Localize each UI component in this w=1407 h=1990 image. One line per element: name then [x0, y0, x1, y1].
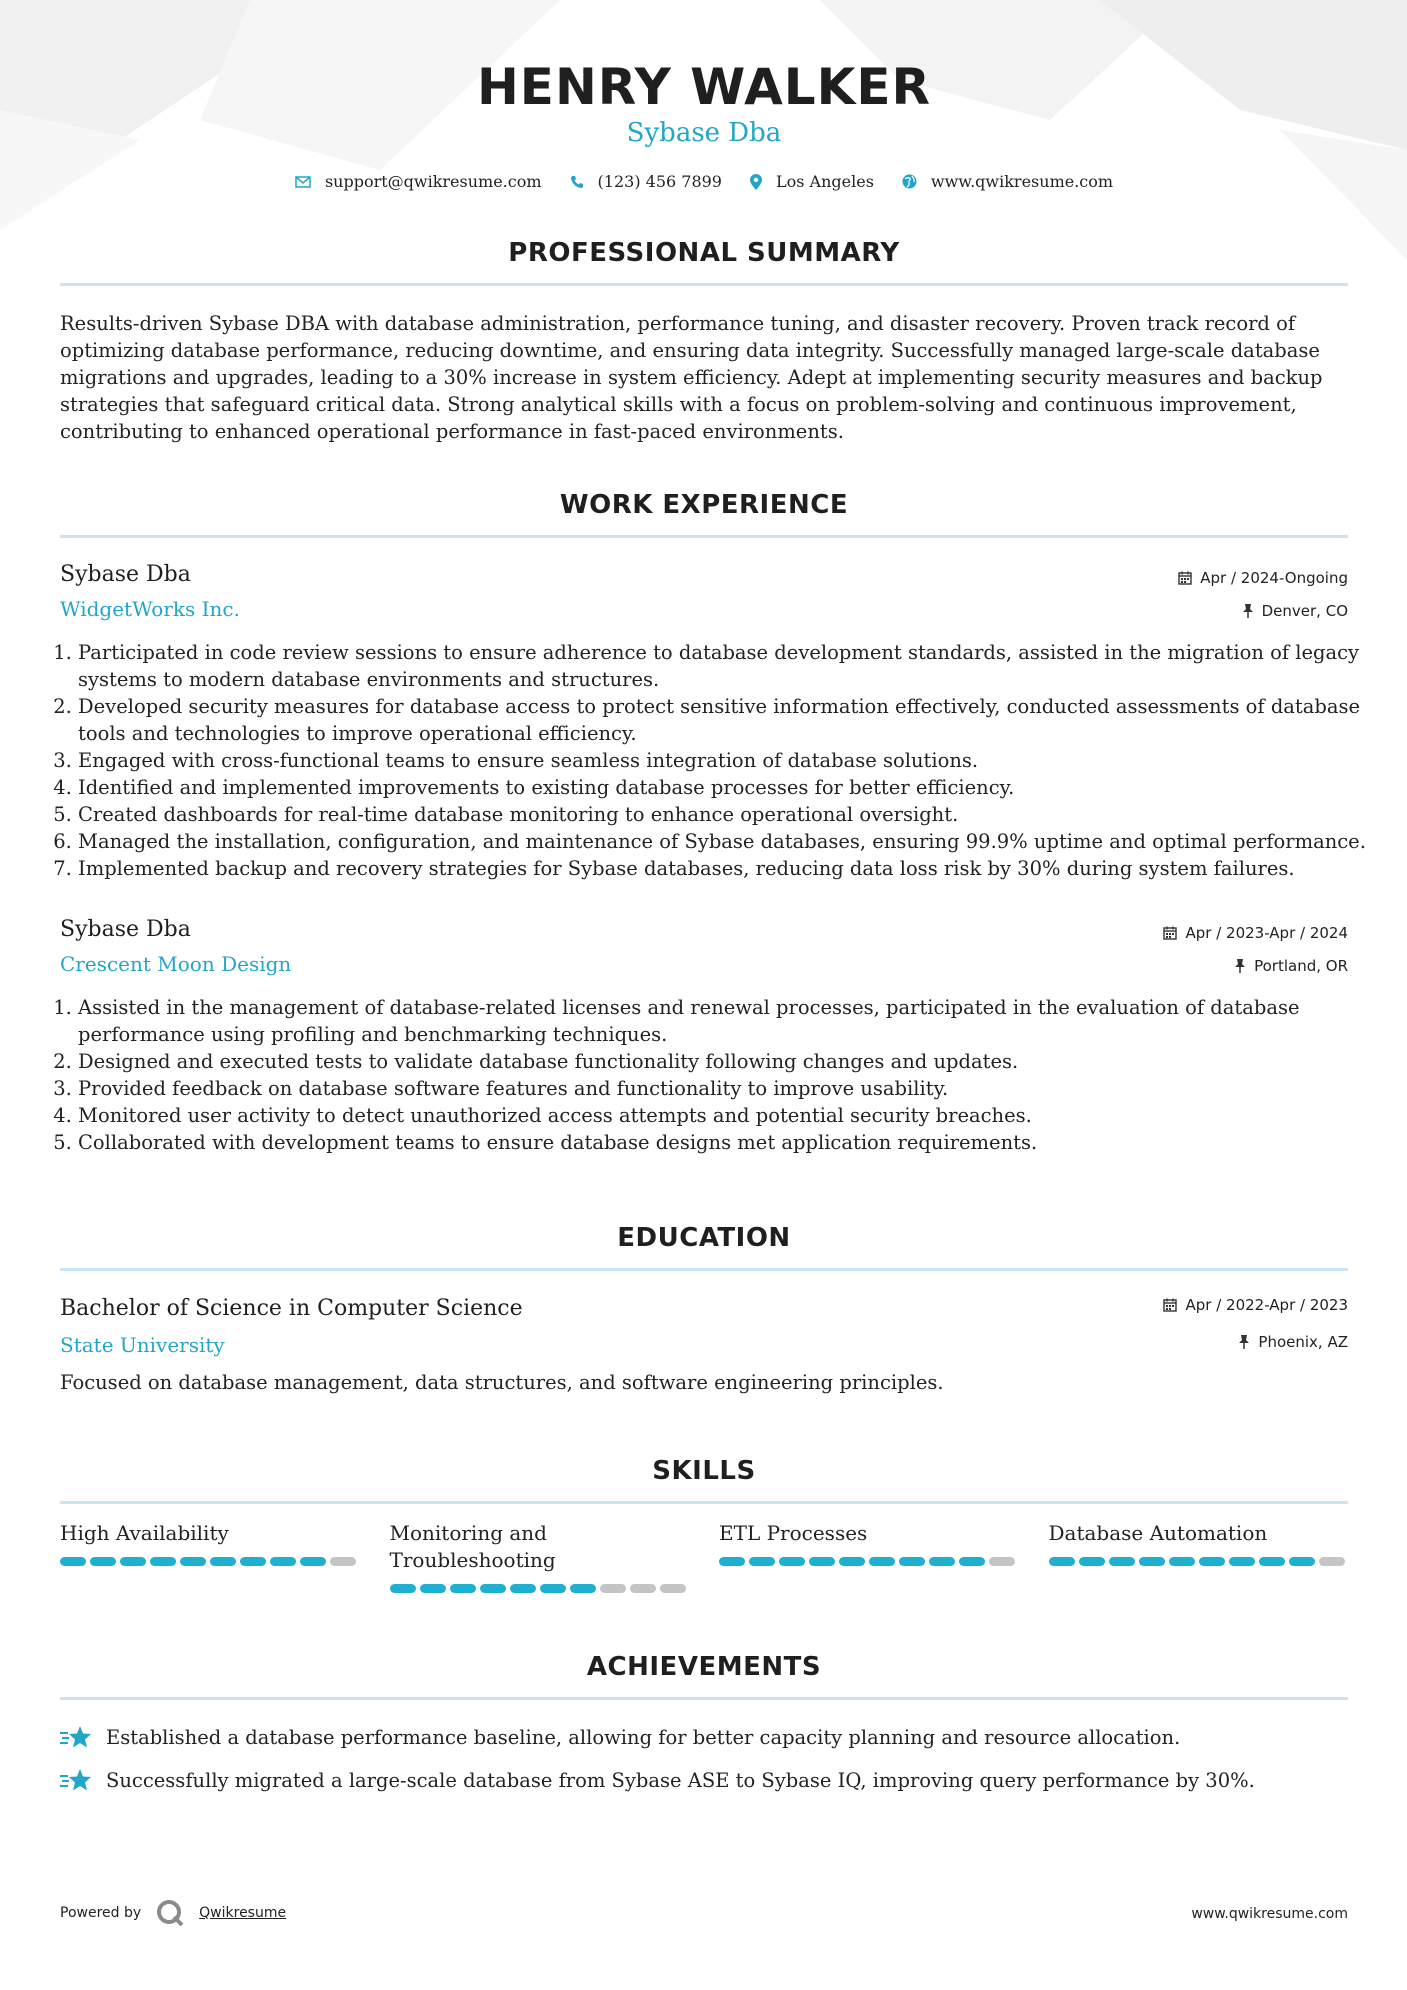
skill-dot-filled — [150, 1557, 176, 1566]
job-dates-text: Apr / 2023-Apr / 2024 — [1185, 924, 1348, 942]
skill-name: Monitoring and Troubleshooting — [389, 1521, 556, 1572]
job-company: WidgetWorks Inc. — [60, 597, 240, 621]
skill-dot-filled — [540, 1584, 566, 1593]
skill-level-bar — [1049, 1557, 1349, 1566]
list-item: 2. Designed and executed tests to validate database functionality following changes and updates. — [78, 1048, 1366, 1075]
skill-dot-filled — [420, 1584, 446, 1593]
job-dates-text: Apr / 2024-Ongoing — [1200, 569, 1348, 587]
skill-dot-filled — [869, 1557, 895, 1566]
skill-dot-filled — [90, 1557, 116, 1566]
skill-dot-filled — [1229, 1557, 1255, 1566]
skill-level-bar — [60, 1557, 360, 1566]
skill-dot-filled — [480, 1584, 506, 1593]
skill-dot-filled — [510, 1584, 536, 1593]
powered-by-label: Powered by — [60, 1905, 142, 1921]
skill-dot-filled — [570, 1584, 596, 1593]
skill-dot-filled — [779, 1557, 805, 1566]
website-text: www.qwikresume.com — [930, 172, 1114, 191]
education-school: State University — [60, 1333, 225, 1357]
experience-heading: WORK EXPERIENCE — [559, 490, 849, 520]
skill-dot-empty — [330, 1557, 356, 1566]
skill-dot-filled — [839, 1557, 865, 1566]
footer-website[interactable]: www.qwikresume.com — [1191, 1906, 1348, 1922]
skill-dot-filled — [1199, 1557, 1225, 1566]
candidate-role: Sybase Dba — [626, 118, 782, 148]
summary-heading: PROFESSIONAL SUMMARY — [508, 238, 900, 268]
skill-dot-empty — [660, 1584, 686, 1593]
achievement-text: Established a database performance baseline, allowing for better capacity planning and resource allocation. — [106, 1725, 1181, 1749]
calendar-icon — [1163, 1298, 1177, 1312]
skill-item — [60, 1520, 360, 1593]
list-item: 4. Monitored user activity to detect unauthorized access attempts and potential security breaches. — [78, 1102, 1366, 1129]
qwikresume-logo-icon — [155, 1898, 185, 1928]
star-icon — [60, 1724, 92, 1750]
globe-icon — [902, 174, 917, 189]
skill-dot-filled — [1139, 1557, 1165, 1566]
job-dates — [1163, 924, 1348, 942]
skill-dot-empty — [989, 1557, 1015, 1566]
job-bullets — [60, 994, 1366, 1156]
education-degree: Bachelor of Science in Computer Science — [60, 1296, 523, 1321]
list-item: 6. Managed the installation, configuration, and maintenance of Sybase databases, ensuring 99.9% uptime and optimal performance. — [78, 828, 1366, 855]
list-item: 7. Implemented backup and recovery strategies for Sybase databases, reducing data loss risk by 30% during system failures. — [78, 855, 1366, 882]
achievements-divider — [60, 1697, 1348, 1700]
skill-dot-filled — [390, 1584, 416, 1593]
skill-level-bar — [719, 1557, 1019, 1566]
list-item: 1. Participated in code review sessions to ensure adherence to database development standards, assisted in the migration of legacy systems to modern database environments and structures. — [78, 639, 1366, 693]
skill-item — [1049, 1520, 1349, 1593]
summary-divider — [60, 283, 1348, 286]
footer-powered-by — [60, 1898, 286, 1928]
skill-name: Database Automation — [1048, 1521, 1268, 1545]
skill-dot-filled — [300, 1557, 326, 1566]
candidate-name: HENRY WALKER — [476, 58, 932, 116]
skill-dot-empty — [1319, 1557, 1345, 1566]
job-company: Crescent Moon Design — [60, 952, 292, 976]
contact-bar — [60, 172, 1348, 191]
skill-name: ETL Processes — [719, 1521, 868, 1545]
skill-dot-filled — [450, 1584, 476, 1593]
list-item: 5. Created dashboards for real-time database monitoring to enhance operational oversight. — [78, 801, 1366, 828]
calendar-icon — [1178, 571, 1192, 585]
skill-dot-filled — [959, 1557, 985, 1566]
skill-dot-empty — [600, 1584, 626, 1593]
education-location-text: Phoenix, AZ — [1258, 1333, 1348, 1351]
skill-dot-filled — [210, 1557, 236, 1566]
skill-dot-filled — [749, 1557, 775, 1566]
skills-list — [60, 1520, 1348, 1593]
list-item: 3. Provided feedback on database software features and functionality to improve usability. — [78, 1075, 1366, 1102]
skill-dot-empty — [630, 1584, 656, 1593]
skills-heading: SKILLS — [652, 1456, 756, 1486]
pushpin-icon — [1234, 959, 1246, 973]
job-dates — [1178, 569, 1348, 587]
job-location-text: Portland, OR — [1254, 957, 1348, 975]
education-dates — [1163, 1296, 1348, 1314]
skill-name: High Availability — [60, 1521, 229, 1545]
list-item: 2. Developed security measures for database access to protect sensitive information effectively, conducted assessments of database tools and technologies to improve operational efficiency. — [78, 693, 1366, 747]
map-pin-icon — [750, 174, 762, 190]
list-item: 3. Engaged with cross-functional teams to ensure seamless integration of database solutions. — [78, 747, 1366, 774]
skill-item — [719, 1520, 1019, 1593]
list-item: 5. Collaborated with development teams to ensure database designs met application requirements. — [78, 1129, 1366, 1156]
footer-brand-link[interactable]: Qwikresume — [199, 1905, 287, 1921]
job-bullets — [60, 639, 1366, 882]
skill-level-bar — [390, 1584, 690, 1593]
skill-dot-filled — [270, 1557, 296, 1566]
skill-dot-filled — [1259, 1557, 1285, 1566]
contact-phone[interactable] — [570, 172, 722, 191]
job-location-text: Denver, CO — [1261, 602, 1348, 620]
achievement-item — [60, 1767, 1255, 1793]
star-icon — [60, 1767, 92, 1793]
achievement-text: Successfully migrated a large-scale database from Sybase ASE to Sybase IQ, improving query performance by 30%. — [106, 1768, 1255, 1792]
education-dates-text: Apr / 2022-Apr / 2023 — [1185, 1296, 1348, 1314]
job-location — [1234, 957, 1348, 975]
contact-website[interactable] — [902, 172, 1113, 191]
skill-dot-filled — [899, 1557, 925, 1566]
skill-dot-filled — [1079, 1557, 1105, 1566]
email-text: support@qwikresume.com — [324, 172, 542, 191]
skill-dot-filled — [240, 1557, 266, 1566]
skill-dot-filled — [719, 1557, 745, 1566]
experience-divider — [60, 535, 1348, 538]
job-title: Sybase Dba — [60, 562, 191, 587]
location-text: Los Angeles — [775, 172, 874, 191]
skill-dot-filled — [809, 1557, 835, 1566]
skill-dot-filled — [1289, 1557, 1315, 1566]
education-description: Focused on database management, data structures, and software engineering principles. — [60, 1371, 944, 1394]
skill-dot-filled — [1109, 1557, 1135, 1566]
skill-dot-filled — [60, 1557, 86, 1566]
list-item: 4. Identified and implemented improvements to existing database processes for better efficiency. — [78, 774, 1366, 801]
job-title: Sybase Dba — [60, 917, 191, 942]
pushpin-icon — [1242, 604, 1254, 618]
achievements-heading: ACHIEVEMENTS — [586, 1652, 822, 1682]
education-heading: EDUCATION — [617, 1223, 791, 1253]
skills-divider — [60, 1501, 1348, 1504]
education-location — [1238, 1333, 1348, 1351]
skill-item — [390, 1520, 690, 1593]
achievement-item — [60, 1724, 1180, 1750]
skill-dot-filled — [929, 1557, 955, 1566]
phone-icon — [570, 175, 584, 189]
skill-dot-filled — [1169, 1557, 1195, 1566]
skill-dot-filled — [1049, 1557, 1075, 1566]
skill-dot-filled — [120, 1557, 146, 1566]
skill-dot-filled — [180, 1557, 206, 1566]
calendar-icon — [1163, 926, 1177, 940]
education-divider — [60, 1268, 1348, 1271]
summary-text: Results-driven Sybase DBA with database administration, performance tuning, and disaster recovery. Proven track record of optimizing database performance, reducing downtime, and ensuring data integrity. Successfully managed large-scale database migrations and upgrades, leading to a 30% increase in system efficiency. Adept at implementing security measures and backup strategies that safeguard critical data. Strong analytical skills with a focus on problem-solving and continuous improvement, contributing to enhanced operational performance in fast-paced environments. — [60, 312, 1323, 443]
list-item: 1. Assisted in the management of database-related licenses and renewal processes, participated in the evaluation of database performance using profiling and benchmarking techniques. — [78, 994, 1366, 1048]
contact-email[interactable] — [295, 172, 542, 191]
contact-location — [750, 172, 874, 191]
envelope-icon — [295, 176, 311, 188]
job-location — [1242, 602, 1348, 620]
phone-text: (123) 456 7899 — [597, 172, 722, 191]
pushpin-icon — [1238, 1335, 1250, 1349]
